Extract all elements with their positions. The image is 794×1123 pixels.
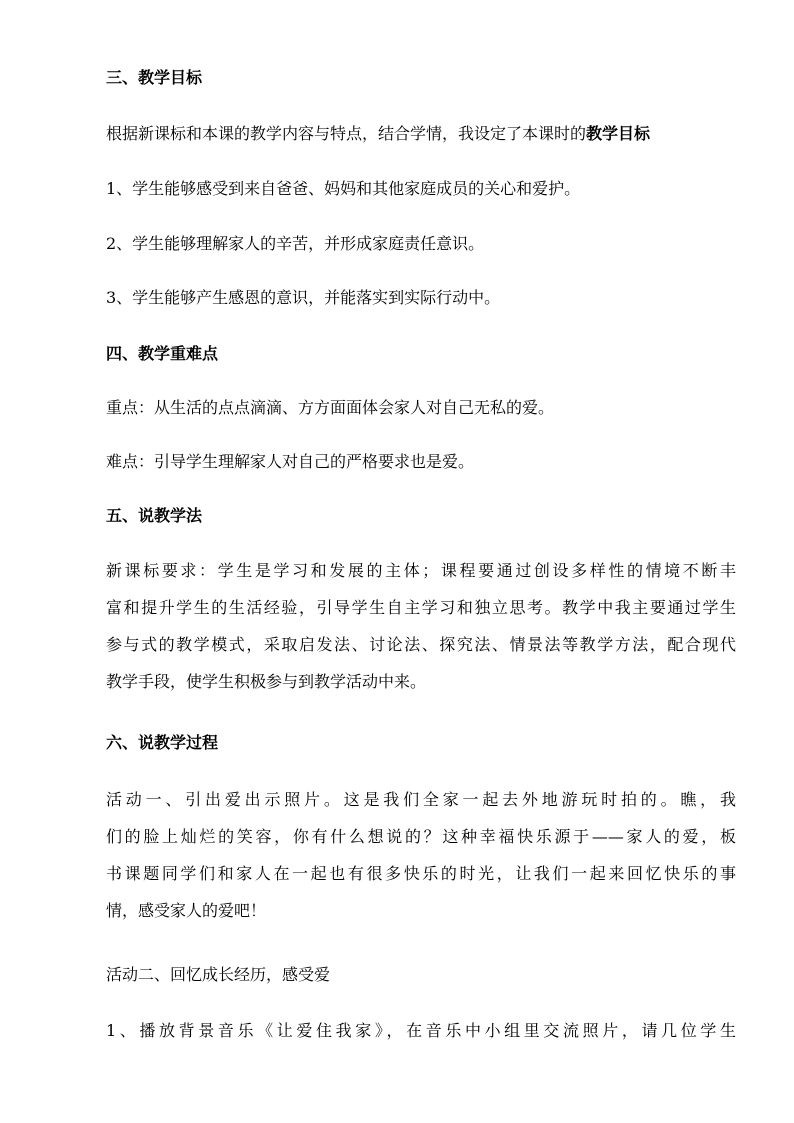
teaching-goals-intro-text: 根据新课标和本课的教学内容与特点，结合学情，我设定了本课时的 (106, 124, 587, 143)
section-heading-teaching-process: 六、说教学过程 (106, 733, 219, 752)
activity2-title: 活动二、回忆成长经历，感受爱 (106, 965, 331, 984)
teaching-goals-intro (106, 124, 650, 144)
activity2-item-1: 1、播放背景音乐《让爱住我家》，在音乐中小组里交流照片，请几位学生 (106, 1021, 736, 1040)
teaching-goal-item-2: 2、学生能够理解家人的辛苦，并形成家庭责任意识。 (106, 234, 485, 253)
teaching-methods-line-1: 新课标要求：学生是学习和发展的主体；课程要通过创设多样性的情境不断丰 (106, 561, 736, 580)
teaching-methods-line-3: 参与式的教学模式，采取启发法、讨论法、探究法、情景法等教学方法，配合现代 (106, 635, 736, 654)
section-heading-teaching-goals: 三、教学目标 (106, 68, 203, 87)
activity1-line-3: 书课题同学们和家人在一起也有很多快乐的时光，让我们一起来回忆快乐的事 (106, 864, 736, 883)
activity1-line-2: 们的脸上灿烂的笑容，你有什么想说的？这种幸福快乐源于——家人的爱，板 (106, 827, 736, 846)
teaching-methods-line-4: 教学手段，使学生积极参与到教学活动中来。 (106, 672, 427, 691)
section-heading-teaching-methods: 五、说教学法 (106, 506, 203, 525)
difficult-point-text: 难点：引导学生理解家人对自己的严格要求也是爱。 (106, 452, 475, 471)
teaching-goal-item-3: 3、学生能够产生感恩的意识，并能落实到实际行动中。 (106, 288, 501, 307)
section-heading-key-difficult-points: 四、教学重难点 (106, 344, 219, 363)
teaching-goals-intro-bold: 教学目标 (586, 124, 651, 143)
activity1-line-1: 活动一、引出爱出示照片。这是我们全家一起去外地游玩时拍的。瞧，我 (106, 790, 736, 809)
teaching-methods-line-2: 富和提升学生的生活经验，引导学生自主学习和独立思考。教学中我主要通过学生 (106, 598, 736, 617)
activity1-line-4: 情，感受家人的爱吧！ (106, 901, 267, 920)
teaching-goal-item-1: 1、学生能够感受到来自爸爸、妈妈和其他家庭成员的关心和爱护。 (106, 179, 581, 198)
key-point-text: 重点：从生活的点点滴滴、方方面面体会家人对自己无私的爱。 (106, 398, 555, 417)
